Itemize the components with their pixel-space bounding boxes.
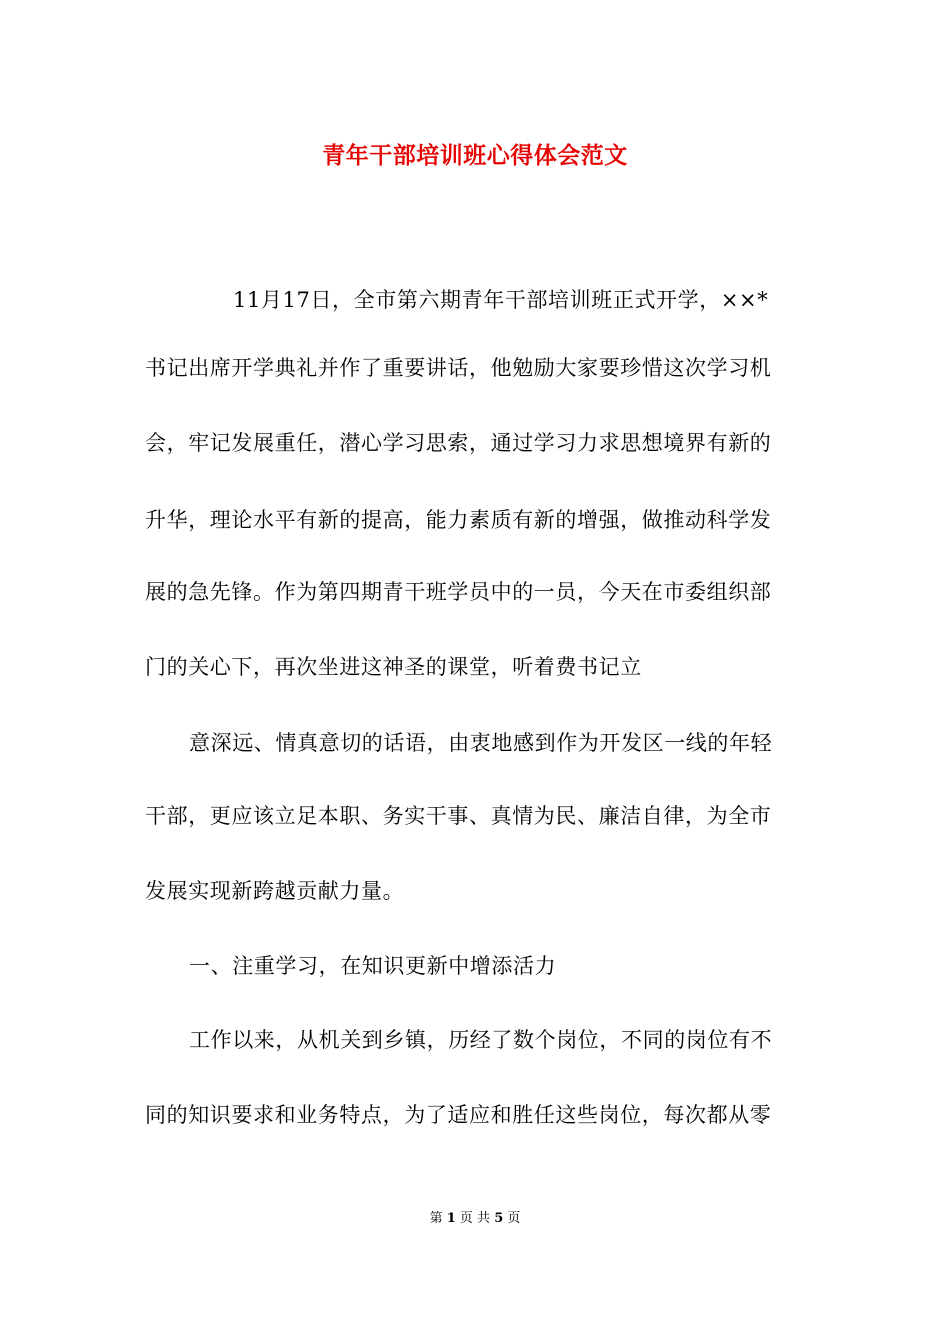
body-line: 门的关心下，再次坐进这神圣的课堂，听着费书记立	[145, 655, 642, 679]
body-line: 意深远、情真意切的话语，由衷地感到作为开发区一线的年轻	[189, 731, 773, 755]
page-footer	[0, 1208, 950, 1230]
body-line: 发展实现新跨越贡献力量。	[145, 879, 405, 903]
document-title: 青年干部培训班心得体会范文	[322, 142, 628, 169]
body-line: 展的急先锋。作为第四期青干班学员中的一员，今天在市委组织部	[145, 580, 772, 604]
section-heading: 一、注重学习，在知识更新中增添活力	[189, 954, 557, 978]
body-line: 11月17日，全市第六期青年干部培训班正式开学，××*	[233, 288, 769, 312]
total-pages-number: 5	[494, 1211, 504, 1226]
page-label-suffix: 页	[507, 1211, 521, 1226]
body-line: 干部，更应该立足本职、务实干事、真情为民、廉洁自律，为全市	[145, 804, 772, 828]
body-line: 同的知识要求和业务特点，为了适应和胜任这些岗位，每次都从零	[145, 1103, 772, 1127]
body-line: 会，牢记发展重任，潜心学习思索，通过学习力求思想境界有新的	[145, 431, 772, 455]
page-label-prefix: 第	[429, 1211, 443, 1226]
page-label-mid: 页 共	[459, 1211, 491, 1226]
body-line: 升华，理论水平有新的提高，能力素质有新的增强，做推动科学发	[145, 508, 772, 532]
body-line: 书记出席开学典礼并作了重要讲话，他勉励大家要珍惜这次学习机	[145, 356, 772, 380]
current-page-number: 1	[446, 1211, 456, 1226]
body-line: 工作以来，从机关到乡镇，历经了数个岗位，不同的岗位有不	[189, 1028, 773, 1052]
